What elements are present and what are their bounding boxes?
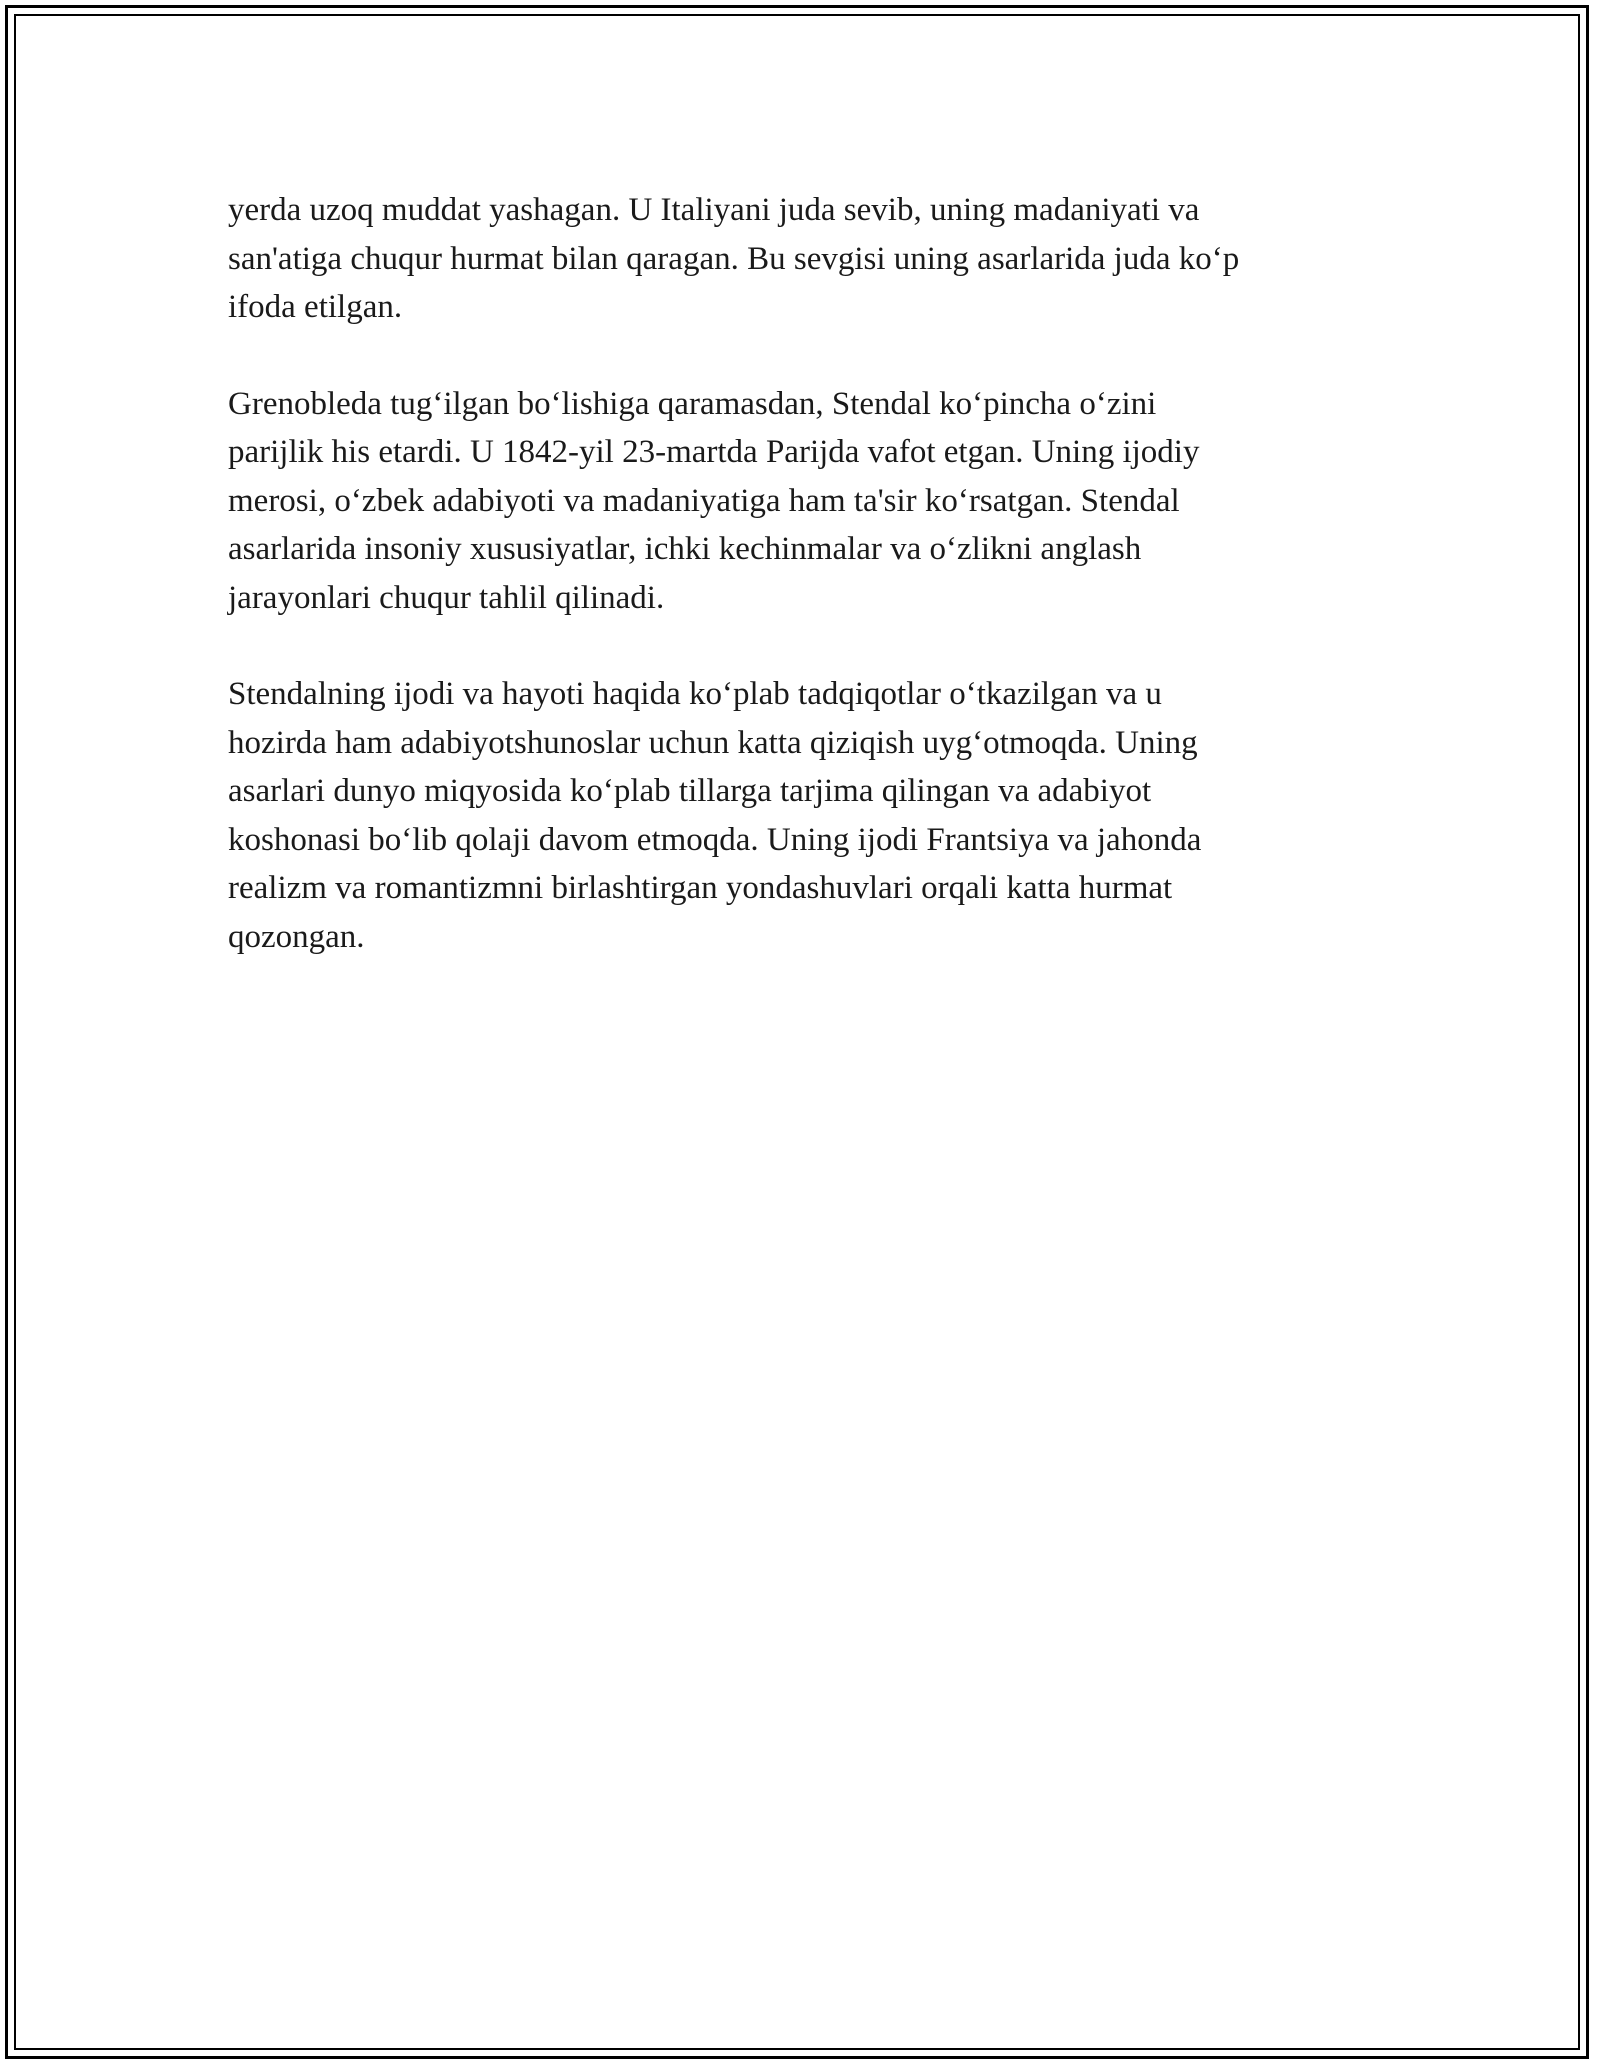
text-line: parijlik his etardi. U 1842-yil 23-martda Parijda vafot etgan. Uning ijodiy — [228, 434, 1200, 470]
text-line: realizm va romantizmni birlashtirgan yondashuvlari orqali katta hurmat — [228, 870, 1173, 906]
text-line: san'atiga chuqur hurmat bilan qaragan. Bu sevgisi uning asarlarida juda ko‘p — [228, 240, 1240, 277]
text-line: merosi, o‘zbek adabiyoti va madaniyatiga ham ta'sir ko‘rsatgan. Stendal — [228, 482, 1180, 519]
document-body — [228, 186, 1378, 1009]
text-line: hozirda ham adabiyotshunoslar uchun katta qiziqish uyg‘otmoqda. Uning — [228, 724, 1198, 761]
paragraph-2 — [228, 380, 1378, 623]
text-line: jarayonlari chuqur tahlil qilinadi. — [228, 579, 665, 616]
paragraph-3 — [228, 670, 1378, 961]
text-line: asarlarida insoniy xususiyatlar, ichki kechinmalar va o‘zlikni anglash — [228, 531, 1142, 567]
paragraph-1 — [228, 186, 1378, 332]
text-line: ifoda etilgan. — [228, 289, 403, 325]
text-line: Grenobleda tug‘ilgan bo‘lishiga qaramasdan, Stendal ko‘pincha o‘zini — [228, 385, 1157, 422]
text-line: koshonasi bo‘lib qolaji davom etmoqda. Uning ijodi Frantsiya va jahonda — [228, 821, 1202, 858]
text-line: asarlari dunyo miqyosida ko‘plab tillarga tarjima qilingan va adabiyot — [228, 773, 1152, 809]
text-line: qozongan. — [228, 918, 365, 955]
text-line: yerda uzoq muddat yashagan. U Italiyani juda sevib, uning madaniyati va — [228, 192, 1200, 228]
text-line: Stendalning ijodi va hayoti haqida ko‘plab tadqiqotlar o‘tkazilgan va u — [228, 676, 1162, 712]
